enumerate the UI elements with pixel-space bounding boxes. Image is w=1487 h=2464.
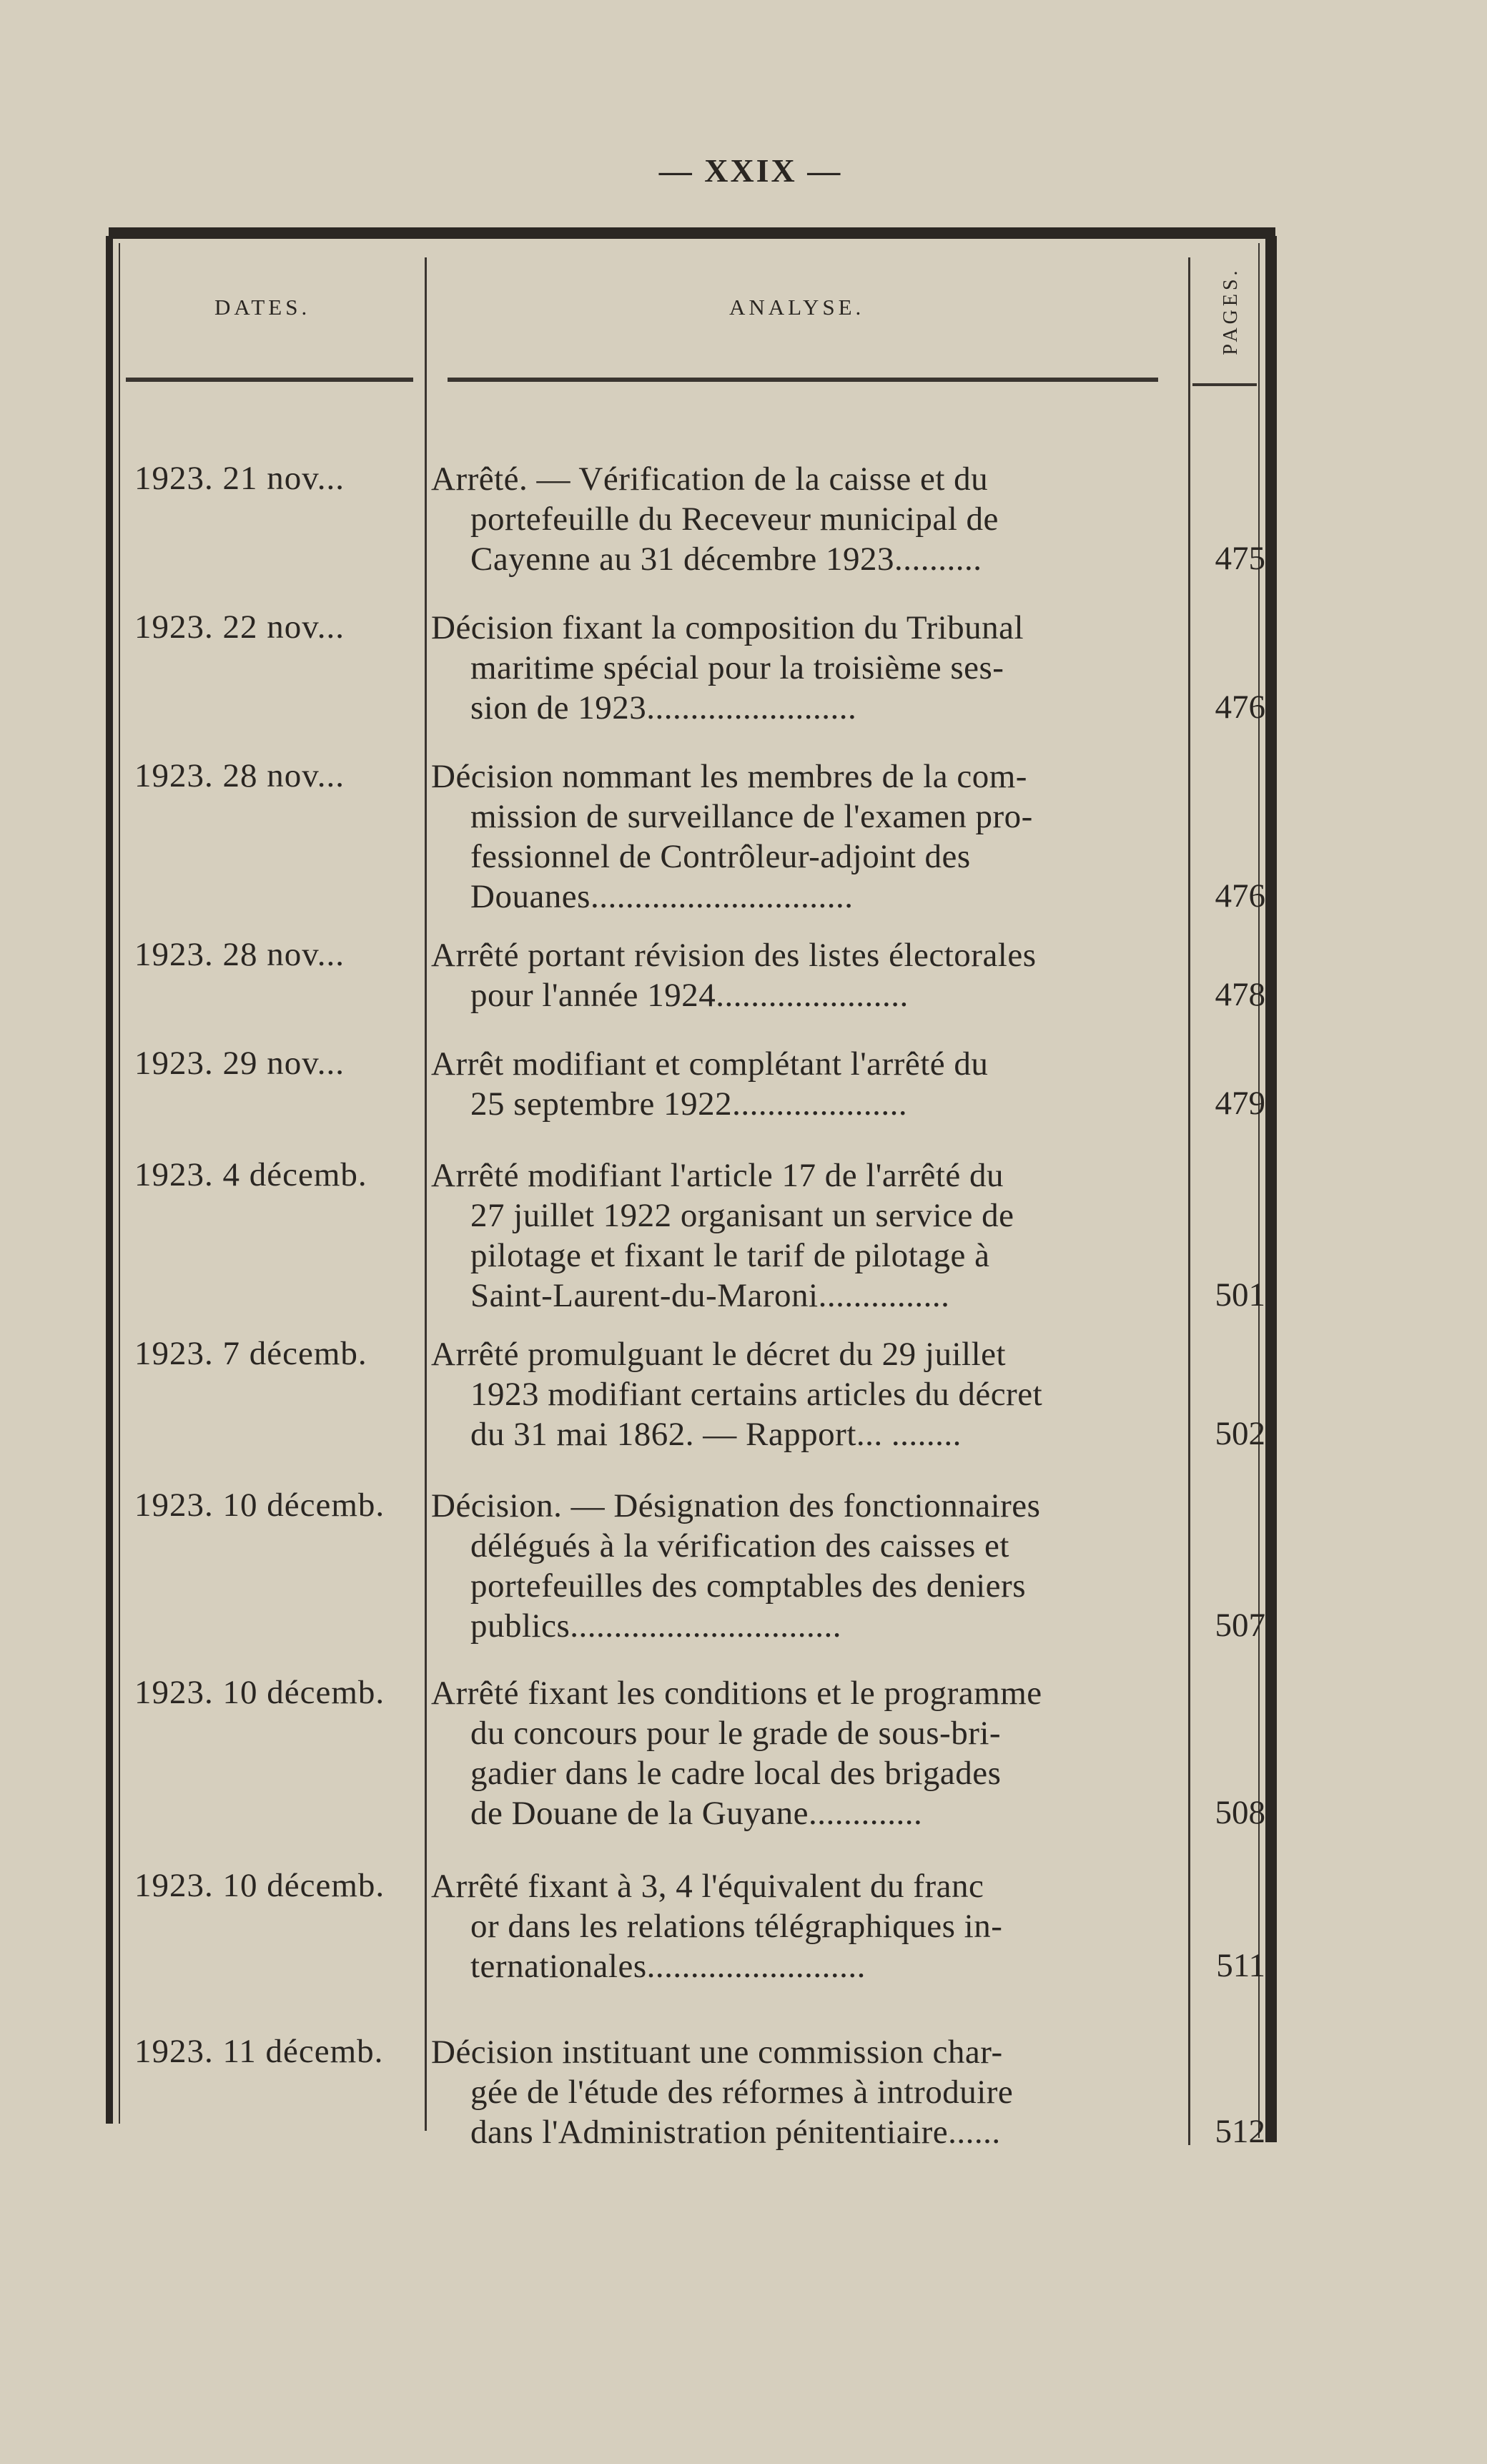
- column-divider-inner-right: [1258, 243, 1260, 2138]
- entry-page: 508: [1215, 1794, 1265, 1831]
- entry-line: délégués à la vérification des caisses et: [470, 1527, 1009, 1564]
- entry-page: 478: [1215, 976, 1265, 1013]
- entry-line: dans l'Administration pénitentiaire......: [470, 2114, 1001, 2151]
- entry-analysis: [431, 1866, 1167, 1986]
- column-header-dates: DATES.: [214, 295, 311, 320]
- entry-date: 1923. 22 nov...: [134, 608, 345, 646]
- entry-analysis: [431, 1673, 1167, 1833]
- entry-date: 1923. 29 nov...: [134, 1045, 345, 1082]
- entry-analysis: [431, 1334, 1167, 1454]
- entry-line: Cayenne au 31 décembre 1923..........: [470, 541, 982, 578]
- entry-line: Décision nommant les membres de la com-: [431, 758, 1027, 795]
- entry-line: maritime spécial pour la troisième ses-: [470, 649, 1004, 686]
- table-frame-right: [1265, 236, 1277, 2142]
- entry-analysis: [431, 1044, 1167, 1124]
- entry-line: or dans les relations télégraphiques in-: [470, 1908, 1003, 1945]
- entry-page: 479: [1215, 1085, 1265, 1122]
- column-header-pages: [1217, 257, 1245, 365]
- entry-line: du 31 mai 1862. — Rapport... ........: [470, 1416, 962, 1453]
- entry-line: Décision. — Désignation des fonctionnaires: [431, 1487, 1041, 1524]
- entry-line: publics...............................: [470, 1607, 842, 1645]
- table-frame-top: [109, 227, 1275, 239]
- entry-page: 501: [1215, 1276, 1265, 1314]
- entry-line: ternationales.........................: [470, 1948, 866, 1985]
- entry-analysis: [431, 2032, 1167, 2152]
- entry-analysis: [431, 757, 1167, 917]
- entry-line: du concours pour le grade de sous-bri-: [470, 1715, 1002, 1752]
- entry-page: 502: [1215, 1415, 1265, 1452]
- entry-date: 1923. 10 décemb.: [134, 1867, 385, 1904]
- header-rule-pages: [1192, 383, 1257, 386]
- entry-line: 1923 modifiant certains articles du décret: [470, 1376, 1043, 1413]
- column-header-analysis: ANALYSE.: [729, 295, 865, 320]
- column-header-pages-label: PAGES.: [1220, 267, 1242, 355]
- entry-line: 27 juillet 1922 organisant un service de: [470, 1197, 1014, 1234]
- entry-analysis: [431, 935, 1167, 1015]
- entry-line: Arrêté portant révision des listes électorales: [431, 937, 1037, 974]
- entry-page: 507: [1215, 1607, 1265, 1644]
- entry-page: 511: [1216, 1947, 1265, 1984]
- column-divider-inner-left: [119, 243, 120, 2124]
- table-frame-left: [106, 236, 113, 2124]
- entry-analysis: [431, 1486, 1167, 1646]
- header-rule-dates: [126, 378, 413, 382]
- entry-line: Décision instituant une commission char-: [431, 2034, 1003, 2071]
- entry-line: sion de 1923........................: [470, 689, 857, 726]
- column-divider-pages: [1188, 257, 1190, 2145]
- entry-page: 512: [1215, 2113, 1265, 2150]
- entry-page: 476: [1215, 689, 1265, 726]
- entry-line: Saint-Laurent-du-Maroni...............: [470, 1277, 950, 1314]
- header-rule-analysis: [448, 378, 1158, 382]
- entry-line: pilotage et fixant le tarif de pilotage à: [470, 1237, 990, 1274]
- entry-line: Arrêté modifiant l'article 17 de l'arrêté du: [431, 1157, 1004, 1194]
- entry-date: 1923. 28 nov...: [134, 936, 345, 973]
- entry-line: portefeuille du Receveur municipal de: [470, 501, 999, 538]
- entry-analysis: [431, 459, 1167, 579]
- entry-line: fessionnel de Contrôleur-adjoint des: [470, 838, 971, 875]
- entry-page: 475: [1215, 540, 1265, 577]
- entry-line: Arrêté fixant à 3, 4 l'équivalent du franc: [431, 1868, 984, 1905]
- entry-line: Arrêté. — Vérification de la caisse et du: [431, 460, 989, 498]
- entry-date: 1923. 28 nov...: [134, 757, 345, 794]
- entry-line: mission de surveillance de l'examen pro-: [470, 798, 1033, 835]
- entry-line: Arrêté promulguant le décret du 29 juillet: [431, 1336, 1007, 1373]
- entry-date: 1923. 21 nov...: [134, 460, 345, 497]
- entry-line: pour l'année 1924......................: [470, 977, 909, 1014]
- entry-line: 25 septembre 1922....................: [470, 1085, 908, 1123]
- entry-line: Arrêt modifiant et complétant l'arrêté du: [431, 1045, 989, 1083]
- entry-date: 1923. 7 décemb.: [134, 1335, 367, 1372]
- entry-line: portefeuilles des comptables des deniers: [470, 1567, 1026, 1605]
- entry-line: Décision fixant la composition du Tribunal: [431, 609, 1024, 646]
- entry-date: 1923. 10 décemb.: [134, 1674, 385, 1711]
- entry-analysis: [431, 1155, 1167, 1316]
- entry-line: gadier dans le cadre local des brigades: [470, 1755, 1002, 1792]
- entry-line: Arrêté fixant les conditions et le programme: [431, 1675, 1042, 1712]
- entry-date: 1923. 11 décemb.: [134, 2033, 384, 2070]
- entry-line: Douanes..............................: [470, 878, 854, 915]
- entry-date: 1923. 10 décemb.: [134, 1487, 385, 1524]
- entry-line: de Douane de la Guyane.............: [470, 1795, 923, 1832]
- page-number: — XXIX —: [658, 152, 843, 189]
- entry-date: 1923. 4 décemb.: [134, 1156, 367, 1193]
- entry-line: gée de l'étude des réformes à introduire: [470, 2074, 1014, 2111]
- entry-page: 476: [1215, 877, 1265, 915]
- entry-analysis: [431, 608, 1167, 728]
- column-divider-dates: [425, 257, 427, 2131]
